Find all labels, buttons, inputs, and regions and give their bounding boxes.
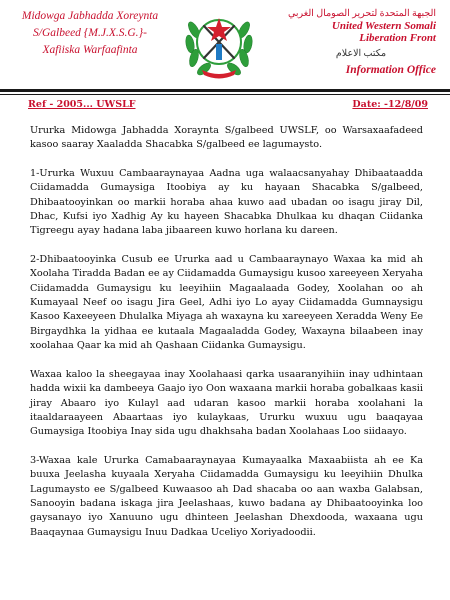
header-divider-thin [0,94,450,95]
reference-number: Ref - 2005... UWSLF [28,99,136,110]
header-left-block [10,8,170,59]
office-name-arabic: مكتب الاعلام [335,49,387,59]
paragraph-livestock: Waxaa kaloo la sheegayaa inay Xoolahaasi qarka usaaranyihiin inay udhintaan hadda wixii ka dambeeya Gaajo iyo Oon waxaana markii horaba gobalkaas kasii jiray Abaaro iyo Kulayl aad udaran kasoo markii horaba xoolahani la itaaldaraayeen Abaartaas iyo kulaykaas, Ururku wuxuu ugu baaqayaa Gumaysiga Itoobiya Inay sida ugu dhakhsaha badan Xoolahaas Loo siidaayo. [30,368,423,438]
org-abbreviation: S/Galbeed {M.J.X.S.G.}- [33,27,147,39]
org-name-somali: Midowga Jabhadda Xoreynta [21,10,159,22]
intro-paragraph: Ururka Midowga Jabhadda Xoraynta S/galbeed UWSLF, oo Warsaxaafadeed kasoo saaray Xaaladda Shacabka S/galbeed ee lagumaysto. [30,125,423,151]
header-right-block [286,8,436,76]
press-release-body [30,124,423,554]
paragraph-point-2: 2-Dhibaatooyinka Cusub ee Ururka aad u Cambaaraynayo Waxaa ka mid ah Xoolaha Tiradda Badan ee ay Ciidamadda Gumaysigu kusoo xareeyeen Xeryaha Ciidamadda Gumaysigu ku leeyihiin Magaalaada Godey, Xoolahan oo ah Kumayaal Neef oo isagu Jira Geel, Adhi iyo Lo ayay Ciidamadda Gumnaysigu Kasoo Kaxeeyeen Dhulalka Miyaga ah waxayna ku xareeyeen Xeradda Weny Ee Birgaydhka la yidhaa ee kutaala Magaaladda Godey, Waxayna bilaabeen inay xoolahaa Qaar ka mid ah Qashaan Ciidanka Gumaysigu. [30,253,423,352]
document-date: Date: -12/8/09 [352,99,428,110]
org-name-english-line2: Liberation Front [359,32,436,44]
org-name-arabic: الجبهة المتحدة لتحرير الصومال الغربي [287,9,436,19]
organization-emblem [172,0,266,82]
org-name-english-line1: United Western Somali [331,20,436,32]
header-divider-thick [0,89,450,92]
office-name-english: Information Office [345,64,436,76]
paragraph-point-1: 1-Ururka Wuxuu Cambaaraynayaa Aadna uga walaacsanyahay Dhibaataadda Ciidamadda Gumaysiga Itoobiya ay ku hayaan Shacabka S/galbeed, Dhibaatooyinkan oo markii horaba ahaa kuwo aad ubadan oo isagu jiray Dil, Dhac, Kufsi iyo Xadhig Ay ku hayeen Shacabka Dhulkaa ku dhaqan Ciidanka Tigreegu ayay hadana laba jibaareen kuwo horlana ku dareen. [30,167,423,237]
office-name-somali: Xafiiska Warfaafinta [42,44,138,56]
paragraph-point-3: 3-Waxaa kale Ururka Camabaaraynayaa Kumayaalka Maxaabiista ah ee Ka buuxa Jeelasha kuyaala Xeryaha Ciidamadda Gumaysigu ku leeyihiin Dhulka Lagumaysto ee S/galbeed Kuwaasoo ah Dad shacaba oo aan waxba Galabsan, Sanooyin badana iskaga jira Jeelashaas, kuwo badana ay Dhibaatooyinka loo gaysanayo iyo Xanuuno ugu dhinteen Jeelashan Dhexdooda, waxaana ugu Baaqaynaa Gumaysigu Inuu Dadkaa Uceliyo Xoriyadoodii. [30,454,423,538]
